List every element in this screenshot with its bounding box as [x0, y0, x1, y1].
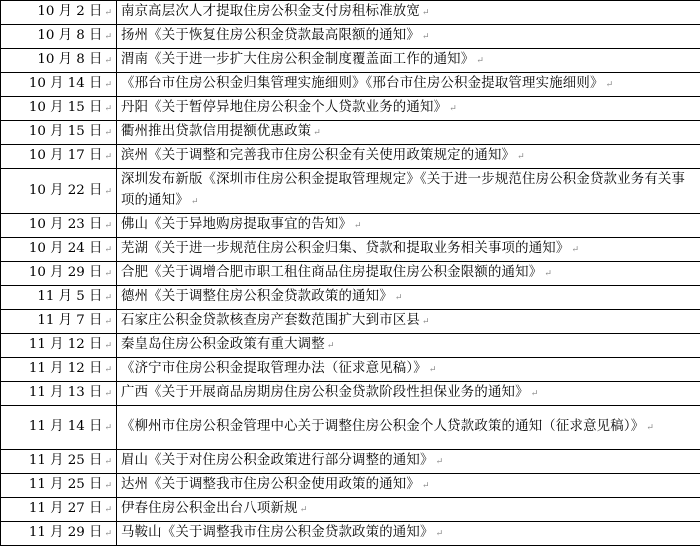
event-text: 德州《关于调整住房公积金贷款政策的通知》 — [121, 289, 393, 304]
date-text: 11 月 25 日 — [29, 477, 103, 492]
paragraph-mark-icon: ↵ — [104, 481, 112, 491]
date-text: 10 月 8 日 — [37, 28, 102, 43]
event-text: 达州《关于调整我市住房公积金使用政策的通知》 — [121, 477, 420, 492]
event-text: 《济宁市住房公积金提取管理办法（征求意见稿）》 — [121, 361, 427, 376]
date-cell — [1, 214, 117, 238]
date-text: 10 月 15 日 — [29, 124, 103, 139]
event-text: 眉山《关于对住房公积金政策进行部分调整的通知》 — [121, 453, 434, 468]
event-text: 合肥《关于调增合肥市职工租住商品住房提取住房公积金限额的通知》 — [121, 265, 542, 280]
date-cell — [1, 522, 117, 546]
event-cell — [117, 97, 700, 121]
table-row — [1, 382, 700, 406]
paragraph-mark-icon: ↵ — [327, 341, 335, 351]
event-cell — [117, 238, 700, 262]
date-text: 10 月 17 日 — [29, 148, 103, 163]
date-text: 11 月 25 日 — [29, 453, 103, 468]
paragraph-mark-icon: ↵ — [104, 32, 112, 42]
date-cell — [1, 25, 117, 49]
paragraph-mark-icon: ↵ — [191, 197, 199, 207]
table-row — [1, 49, 700, 73]
event-text: 石家庄公积金贷款核查房产套数范围扩大到市区县 — [121, 313, 420, 328]
table-row — [1, 474, 700, 498]
paragraph-mark-icon: ↵ — [422, 8, 430, 18]
paragraph-mark-icon: ↵ — [104, 152, 112, 162]
event-cell — [117, 169, 700, 214]
paragraph-mark-icon: ↵ — [436, 457, 444, 467]
paragraph-mark-icon: ↵ — [422, 32, 430, 42]
event-text: 佛山《关于异地购房提取事宜的告知》 — [121, 217, 352, 232]
paragraph-mark-icon: ↵ — [313, 128, 321, 138]
table-row — [1, 406, 700, 450]
date-text: 10 月 14 日 — [29, 76, 103, 91]
date-text: 10 月 22 日 — [29, 183, 103, 198]
paragraph-mark-icon: ↵ — [104, 221, 112, 231]
paragraph-mark-icon: ↵ — [395, 293, 403, 303]
paragraph-mark-icon: ↵ — [104, 8, 112, 18]
date-text: 11 月 5 日 — [37, 289, 102, 304]
date-cell — [1, 169, 117, 214]
event-text: 渭南《关于进一步扩大住房公积金制度覆盖面工作的通知》 — [121, 52, 474, 67]
paragraph-mark-icon: ↵ — [104, 389, 112, 399]
paragraph-mark-icon: ↵ — [422, 481, 430, 491]
date-cell — [1, 121, 117, 145]
date-cell — [1, 286, 117, 310]
date-text: 11 月 14 日 — [29, 419, 103, 434]
event-cell — [117, 121, 700, 145]
paragraph-mark-icon: ↵ — [104, 245, 112, 255]
event-text: 芜湖《关于进一步规范住房公积金归集、贷款和提取业务相关事项的通知》 — [121, 241, 570, 256]
date-text: 11 月 12 日 — [29, 361, 103, 376]
date-cell — [1, 238, 117, 262]
table-row — [1, 334, 700, 358]
table-row — [1, 25, 700, 49]
table-row — [1, 286, 700, 310]
date-text: 11 月 12 日 — [29, 337, 103, 352]
event-text: 深圳发布新版《深圳市住房公积金提取管理规定》《关于进一步规范住房公积金贷款业务有关事项的通知》 — [121, 172, 685, 208]
date-cell — [1, 262, 117, 286]
paragraph-mark-icon: ↵ — [476, 56, 484, 66]
event-text: 《柳州市住房公积金管理中心关于调整住房公积金个人贷款政策的通知（征求意见稿）》 — [121, 419, 644, 434]
event-cell — [117, 310, 700, 334]
date-text: 10 月 23 日 — [29, 217, 103, 232]
date-cell — [1, 73, 117, 97]
event-cell — [117, 73, 700, 97]
date-cell — [1, 310, 117, 334]
table-row — [1, 145, 700, 169]
date-cell — [1, 474, 117, 498]
paragraph-mark-icon: ↵ — [104, 80, 112, 90]
date-cell — [1, 406, 117, 450]
event-cell — [117, 358, 700, 382]
paragraph-mark-icon: ↵ — [429, 365, 437, 375]
table-row — [1, 214, 700, 238]
table-row — [1, 121, 700, 145]
event-cell — [117, 474, 700, 498]
event-cell — [117, 498, 700, 522]
date-cell — [1, 450, 117, 474]
event-text: 滨州《关于调整和完善我市住房公积金有关使用政策规定的通知》 — [121, 148, 515, 163]
event-cell — [117, 25, 700, 49]
event-text: 广西《关于开展商品房期房住房公积金贷款阶段性担保业务的通知》 — [121, 385, 529, 400]
paragraph-mark-icon: ↵ — [531, 389, 539, 399]
date-text: 10 月 29 日 — [29, 265, 103, 280]
event-text: 南京高层次人才提取住房公积金支付房租标准放宽 — [121, 4, 420, 19]
event-cell — [117, 382, 700, 406]
event-text: 衢州推出贷款信用提额优惠政策 — [121, 124, 311, 139]
event-text: 《邢台市住房公积金归集管理实施细则》《邢台市住房公积金提取管理实施细则》 — [121, 76, 604, 91]
event-cell — [117, 522, 700, 546]
table-row — [1, 358, 700, 382]
table-row — [1, 1, 700, 25]
date-cell — [1, 49, 117, 73]
paragraph-mark-icon: ↵ — [300, 505, 308, 515]
date-text: 11 月 7 日 — [37, 313, 102, 328]
paragraph-mark-icon: ↵ — [104, 317, 112, 327]
paragraph-mark-icon: ↵ — [572, 245, 580, 255]
event-cell — [117, 1, 700, 25]
event-text: 秦皇岛住房公积金政策有重大调整 — [121, 337, 325, 352]
table-row — [1, 262, 700, 286]
table-body — [1, 1, 700, 546]
date-cell — [1, 145, 117, 169]
table-row — [1, 97, 700, 121]
paragraph-mark-icon: ↵ — [104, 187, 112, 197]
date-text: 10 月 24 日 — [29, 241, 103, 256]
table-row — [1, 498, 700, 522]
paragraph-mark-icon: ↵ — [104, 104, 112, 114]
table-row — [1, 238, 700, 262]
paragraph-mark-icon: ↵ — [104, 56, 112, 66]
date-cell — [1, 382, 117, 406]
event-cell — [117, 262, 700, 286]
table-row — [1, 73, 700, 97]
paragraph-mark-icon: ↵ — [104, 529, 112, 539]
table-row — [1, 450, 700, 474]
date-text: 10 月 15 日 — [29, 100, 103, 115]
paragraph-mark-icon: ↵ — [449, 104, 457, 114]
event-text: 马鞍山《关于调整我市住房公积金贷款政策的通知》 — [121, 525, 434, 540]
paragraph-mark-icon: ↵ — [606, 80, 614, 90]
date-text: 10 月 2 日 — [37, 4, 102, 19]
paragraph-mark-icon: ↵ — [544, 269, 552, 279]
event-cell — [117, 406, 700, 450]
date-cell — [1, 358, 117, 382]
event-cell — [117, 145, 700, 169]
paragraph-mark-icon: ↵ — [436, 529, 444, 539]
event-cell — [117, 49, 700, 73]
date-text: 10 月 8 日 — [37, 52, 102, 67]
table-row — [1, 169, 700, 214]
date-text: 11 月 29 日 — [29, 525, 103, 540]
paragraph-mark-icon: ↵ — [354, 221, 362, 231]
event-cell — [117, 334, 700, 358]
paragraph-mark-icon: ↵ — [104, 505, 112, 515]
paragraph-mark-icon: ↵ — [104, 269, 112, 279]
event-text: 丹阳《关于暂停异地住房公积金个人贷款业务的通知》 — [121, 100, 447, 115]
paragraph-mark-icon: ↵ — [104, 365, 112, 375]
date-cell — [1, 498, 117, 522]
table-row — [1, 310, 700, 334]
paragraph-mark-icon: ↵ — [104, 457, 112, 467]
paragraph-mark-icon: ↵ — [104, 293, 112, 303]
paragraph-mark-icon: ↵ — [104, 423, 112, 433]
paragraph-mark-icon: ↵ — [646, 423, 654, 433]
date-text: 11 月 27 日 — [29, 501, 103, 516]
event-cell — [117, 214, 700, 238]
paragraph-mark-icon: ↵ — [104, 128, 112, 138]
event-text: 伊春住房公积金出台八项新规 — [121, 501, 298, 516]
event-text: 扬州《关于恢复住房公积金贷款最高限额的通知》 — [121, 28, 420, 43]
paragraph-mark-icon: ↵ — [517, 152, 525, 162]
date-cell — [1, 1, 117, 25]
date-cell — [1, 334, 117, 358]
event-cell — [117, 450, 700, 474]
date-cell — [1, 97, 117, 121]
paragraph-mark-icon: ↵ — [104, 341, 112, 351]
date-text: 11 月 13 日 — [29, 385, 103, 400]
table-row — [1, 522, 700, 546]
paragraph-mark-icon: ↵ — [422, 317, 430, 327]
event-cell — [117, 286, 700, 310]
